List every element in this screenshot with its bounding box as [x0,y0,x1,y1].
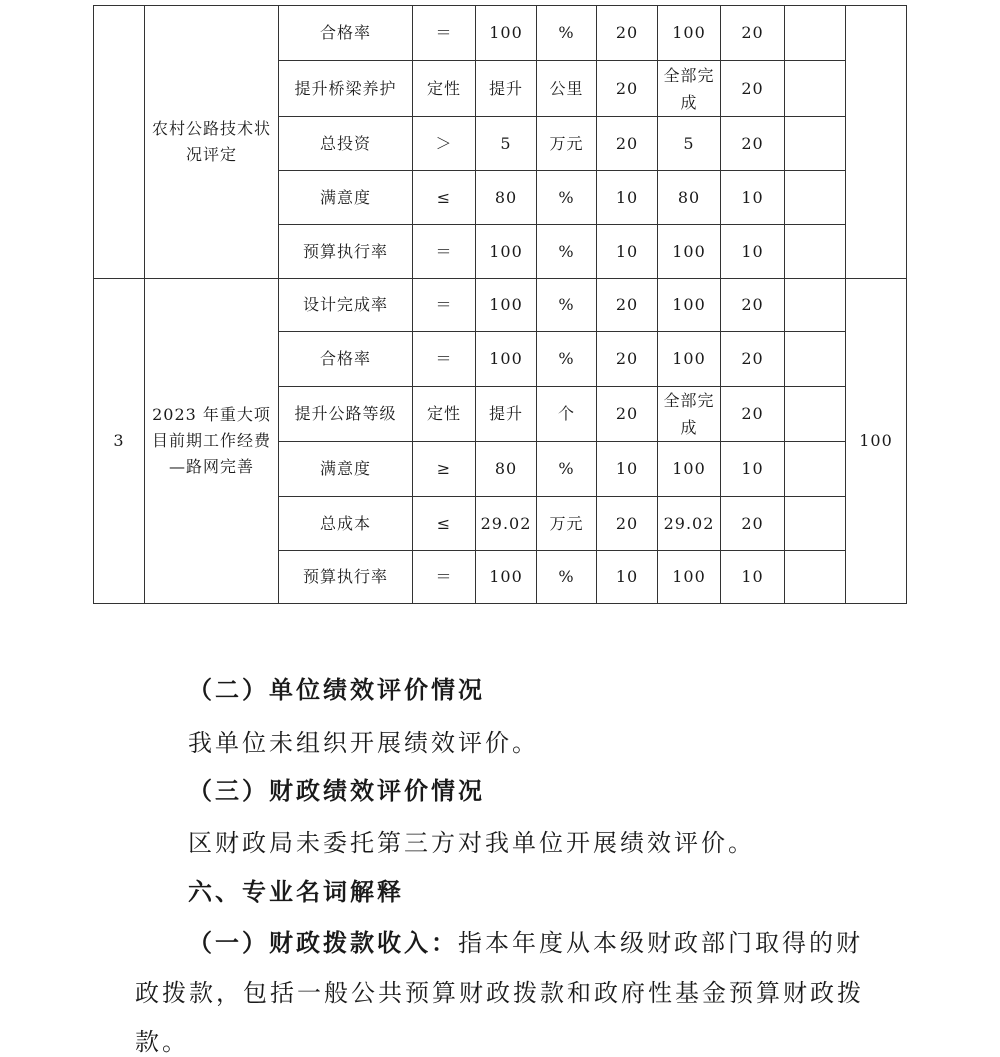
indicator-cell: 合格率 [279,6,413,61]
section-heading-unit-eval: （二）单位绩效评价情况 [188,675,485,704]
remark-cell [785,61,846,117]
remark-cell [785,387,846,442]
target-cell: 100 [476,332,537,387]
score-cell: 20 [721,61,785,117]
target-cell: 80 [476,171,537,225]
indicator-cell: 总投资 [279,117,413,171]
term-label: （一）财政拨款收入： [188,928,458,957]
weight-cell: 20 [597,279,658,332]
table-row [94,279,907,332]
section-heading-terms: 六、专业名词解释 [188,877,404,906]
weight-cell: 10 [597,551,658,604]
actual-cell: 100 [658,279,721,332]
unit-cell: % [537,171,597,225]
remark-cell [785,332,846,387]
actual-cell: 全部完成 [658,61,721,117]
table-row [94,6,907,61]
target-cell: 5 [476,117,537,171]
unit-cell: 万元 [537,117,597,171]
target-cell: 100 [476,551,537,604]
weight-cell: 20 [597,332,658,387]
project-name-cell: 农村公路技术状况评定 [145,6,279,279]
indicator-cell: 预算执行率 [279,551,413,604]
unit-cell: 万元 [537,497,597,551]
score-cell: 10 [721,442,785,497]
indicator-cell: 设计完成率 [279,279,413,332]
unit-cell: % [537,332,597,387]
unit-cell: % [537,551,597,604]
target-cell: 提升 [476,387,537,442]
unit-cell: % [537,225,597,279]
remark-cell [785,225,846,279]
score-cell: 10 [721,171,785,225]
score-cell: 20 [721,117,785,171]
indicator-cell: 提升桥梁养护 [279,61,413,117]
target-cell: 29.02 [476,497,537,551]
paragraph-fiscal-eval: 区财政局未委托第三方对我单位开展绩效评价。 [188,829,755,857]
seq-cell [94,6,145,279]
unit-cell: 个 [537,387,597,442]
operator-cell: ≤ [413,497,476,551]
project-name-cell: 2023 年重大项目前期工作经费—路网完善 [145,279,279,604]
actual-cell: 100 [658,551,721,604]
weight-cell: 10 [597,171,658,225]
term-definition-line-1 [188,923,863,958]
operator-cell: ＝ [413,551,476,604]
total-cell [846,6,907,279]
unit-cell: 公里 [537,61,597,117]
score-cell: 10 [721,225,785,279]
term-definition-line-2: 政拨款，包括一般公共预算财政拨款和政府性基金预算财政拨 [135,979,864,1007]
target-cell: 100 [476,279,537,332]
section-heading-fiscal-eval: （三）财政绩效评价情况 [188,776,485,805]
operator-cell: ＞ [413,117,476,171]
weight-cell: 20 [597,387,658,442]
operator-cell: ＝ [413,6,476,61]
operator-cell: ＝ [413,279,476,332]
remark-cell [785,117,846,171]
actual-cell: 100 [658,6,721,61]
remark-cell [785,171,846,225]
remark-cell [785,442,846,497]
target-cell: 100 [476,6,537,61]
actual-cell: 29.02 [658,497,721,551]
unit-cell: % [537,6,597,61]
score-cell: 20 [721,332,785,387]
unit-cell: % [537,279,597,332]
target-cell: 80 [476,442,537,497]
target-cell: 100 [476,225,537,279]
remark-cell [785,279,846,332]
operator-cell: ＝ [413,332,476,387]
weight-cell: 10 [597,225,658,279]
actual-cell: 5 [658,117,721,171]
unit-cell: % [537,442,597,497]
seq-cell: 3 [94,279,145,604]
total-cell: 100 [846,279,907,604]
remark-cell [785,6,846,61]
term-definition-line-3: 款。 [135,1028,189,1056]
performance-table [93,5,907,604]
indicator-cell: 预算执行率 [279,225,413,279]
actual-cell: 100 [658,332,721,387]
weight-cell: 20 [597,497,658,551]
operator-cell: 定性 [413,387,476,442]
weight-cell: 20 [597,6,658,61]
score-cell: 10 [721,551,785,604]
remark-cell [785,551,846,604]
target-cell: 提升 [476,61,537,117]
score-cell: 20 [721,6,785,61]
weight-cell: 10 [597,442,658,497]
operator-cell: ≥ [413,442,476,497]
score-cell: 20 [721,497,785,551]
actual-cell: 100 [658,442,721,497]
indicator-cell: 提升公路等级 [279,387,413,442]
operator-cell: 定性 [413,61,476,117]
score-cell: 20 [721,279,785,332]
operator-cell: ≤ [413,171,476,225]
actual-cell: 100 [658,225,721,279]
term-text: 指本年度从本级财政部门取得的财 [458,929,863,957]
indicator-cell: 合格率 [279,332,413,387]
operator-cell: ＝ [413,225,476,279]
remark-cell [785,497,846,551]
weight-cell: 20 [597,117,658,171]
indicator-cell: 满意度 [279,171,413,225]
actual-cell: 80 [658,171,721,225]
paragraph-unit-eval: 我单位未组织开展绩效评价。 [188,729,539,757]
indicator-cell: 总成本 [279,497,413,551]
actual-cell: 全部完成 [658,387,721,442]
weight-cell: 20 [597,61,658,117]
indicator-cell: 满意度 [279,442,413,497]
score-cell: 20 [721,387,785,442]
